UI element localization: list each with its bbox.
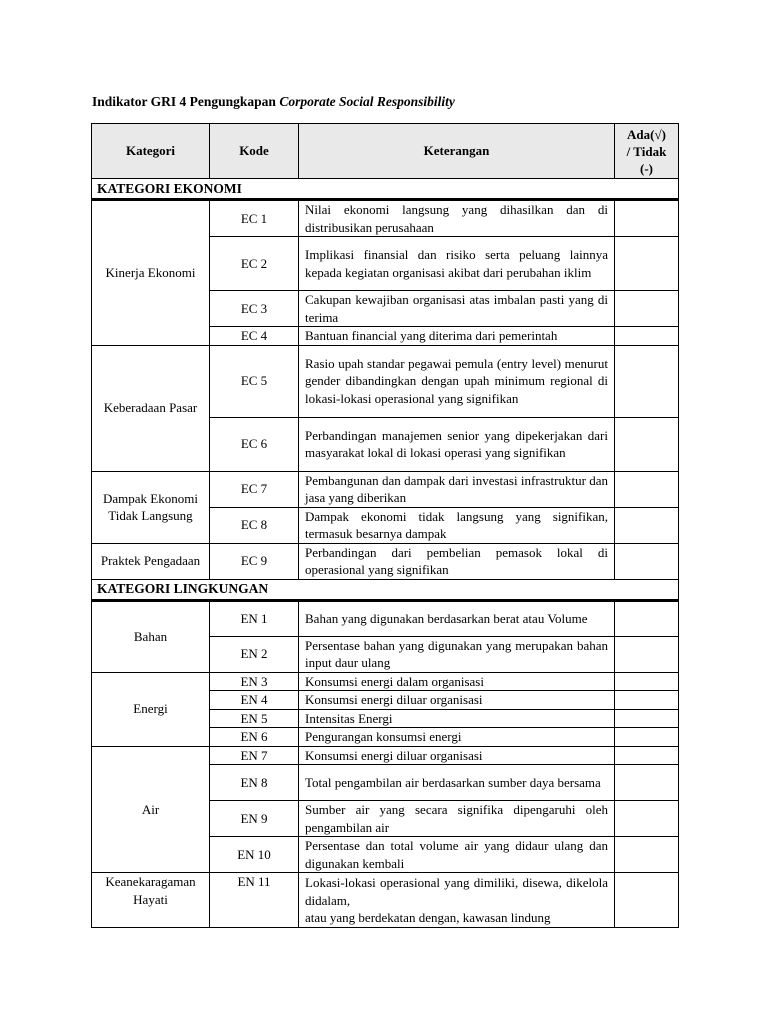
kode-cell: EN 4 xyxy=(210,691,299,710)
section-lingkungan: KATEGORI LINGKUNGAN xyxy=(92,579,679,600)
group-dampak-ekonomi: Dampak Ekonomi Tidak Langsung xyxy=(92,471,210,543)
kode-cell: EC 9 xyxy=(210,543,299,579)
kode-cell: EN 6 xyxy=(210,728,299,747)
check-cell[interactable] xyxy=(615,801,679,837)
title-text: Indikator GRI 4 Pengungkapan xyxy=(92,94,280,109)
kode-cell: EN 10 xyxy=(210,837,299,873)
table-row xyxy=(92,543,679,579)
kode-cell: EC 2 xyxy=(210,237,299,291)
group-bahan: Bahan xyxy=(92,600,210,672)
keterangan-cell: Konsumsi energi diluar organisasi xyxy=(299,746,615,765)
check-cell[interactable] xyxy=(615,417,679,471)
check-cell[interactable] xyxy=(615,471,679,507)
check-cell[interactable] xyxy=(615,543,679,579)
kode-cell: EC 4 xyxy=(210,327,299,346)
header-keterangan: Keterangan xyxy=(299,124,615,179)
group-praktek-pengadaan: Praktek Pengadaan xyxy=(92,543,210,579)
table-row xyxy=(92,200,679,237)
check-cell[interactable] xyxy=(615,345,679,417)
check-cell[interactable] xyxy=(615,327,679,346)
group-air: Air xyxy=(92,746,210,873)
table-row xyxy=(92,672,679,691)
keterangan-cell: Nilai ekonomi langsung yang dihasilkan dan di distribusikan perusahaan xyxy=(299,200,615,237)
keterangan-cell: Dampak ekonomi tidak langsung yang signifikan, termasuk besarnya dampak xyxy=(299,507,615,543)
check-cell[interactable] xyxy=(615,765,679,801)
group-energi: Energi xyxy=(92,672,210,746)
kode-cell: EC 1 xyxy=(210,200,299,237)
check-cell[interactable] xyxy=(615,291,679,327)
keterangan-cell: Intensitas Energi xyxy=(299,709,615,728)
kode-cell: EN 1 xyxy=(210,600,299,636)
kode-cell: EN 3 xyxy=(210,672,299,691)
check-cell[interactable] xyxy=(615,746,679,765)
keterangan-cell: Bantuan financial yang diterima dari pemerintah xyxy=(299,327,615,346)
table-row xyxy=(92,471,679,507)
header-row xyxy=(92,124,679,179)
kode-cell: EC 8 xyxy=(210,507,299,543)
kode-cell: EC 5 xyxy=(210,345,299,417)
keterangan-cell: Sumber air yang secara signifika dipengaruhi oleh pengambilan air xyxy=(299,801,615,837)
check-cell[interactable] xyxy=(615,200,679,237)
keterangan-cell: Persentase bahan yang digunakan yang merupakan bahan input daur ulang xyxy=(299,636,615,672)
section-row xyxy=(92,179,679,200)
kode-cell: EC 6 xyxy=(210,417,299,471)
keterangan-cell: Lokasi-lokasi operasional yang dimiliki, disewa, dikelola didalam, atau yang berdekatan dengan, kawasan lindung xyxy=(299,873,615,928)
group-kinerja-ekonomi: Kinerja Ekonomi xyxy=(92,200,210,346)
kode-cell: EC 3 xyxy=(210,291,299,327)
header-kode: Kode xyxy=(210,124,299,179)
table-row xyxy=(92,746,679,765)
keterangan-cell: Rasio upah standar pegawai pemula (entry level) menurut gender dibandingkan dengan upah minimum regional di lokasi-lokasi operasional yang signifikan xyxy=(299,345,615,417)
group-keberadaan-pasar: Keberadaan Pasar xyxy=(92,345,210,471)
check-cell[interactable] xyxy=(615,873,679,928)
section-ekonomi: KATEGORI EKONOMI xyxy=(92,179,679,200)
header-kategori: Kategori xyxy=(92,124,210,179)
kode-cell: EN 8 xyxy=(210,765,299,801)
group-keanekaragaman-hayati: Keanekaragaman Hayati xyxy=(92,873,210,928)
keterangan-cell: Total pengambilan air berdasarkan sumber daya bersama xyxy=(299,765,615,801)
check-cell[interactable] xyxy=(615,709,679,728)
kode-cell: EN 7 xyxy=(210,746,299,765)
header-ada-tidak: Ada(√) / Tidak (-) xyxy=(615,124,679,179)
keterangan-cell: Perbandingan dari pembelian pemasok lokal di operasional yang signifikan xyxy=(299,543,615,579)
kode-cell: EN 2 xyxy=(210,636,299,672)
title-italic-text: Corporate Social Responsibility xyxy=(279,94,455,109)
keterangan-cell: Pembangunan dan dampak dari investasi infrastruktur dan jasa yang diberikan xyxy=(299,471,615,507)
keterangan-cell: Konsumsi energi diluar organisasi xyxy=(299,691,615,710)
check-cell[interactable] xyxy=(615,237,679,291)
section-row xyxy=(92,579,679,600)
document-title xyxy=(92,94,455,110)
table-row xyxy=(92,345,679,417)
kode-cell: EN 9 xyxy=(210,801,299,837)
table-row xyxy=(92,873,679,928)
keterangan-cell: Cakupan kewajiban organisasi atas imbalan pasti yang di terima xyxy=(299,291,615,327)
keterangan-cell: Konsumsi energi dalam organisasi xyxy=(299,672,615,691)
keterangan-cell: Pengurangan konsumsi energi xyxy=(299,728,615,747)
keterangan-cell: Bahan yang digunakan berdasarkan berat atau Volume xyxy=(299,600,615,636)
check-cell[interactable] xyxy=(615,672,679,691)
check-cell[interactable] xyxy=(615,728,679,747)
keterangan-cell: Implikasi finansial dan risiko serta peluang lainnya kepada kegiatan organisasi akibat dari perubahan iklim xyxy=(299,237,615,291)
check-cell[interactable] xyxy=(615,507,679,543)
gri-indicator-table xyxy=(91,123,679,928)
check-cell[interactable] xyxy=(615,837,679,873)
check-cell[interactable] xyxy=(615,600,679,636)
keterangan-cell: Perbandingan manajemen senior yang dipekerjakan dari masyarakat lokal di lokasi operasi yang signifikan xyxy=(299,417,615,471)
table-row xyxy=(92,600,679,636)
kode-cell: EC 7 xyxy=(210,471,299,507)
kode-cell: EN 5 xyxy=(210,709,299,728)
kode-cell: EN 11 xyxy=(210,873,299,928)
check-cell[interactable] xyxy=(615,636,679,672)
keterangan-cell: Persentase dan total volume air yang didaur ulang dan digunakan kembali xyxy=(299,837,615,873)
check-cell[interactable] xyxy=(615,691,679,710)
